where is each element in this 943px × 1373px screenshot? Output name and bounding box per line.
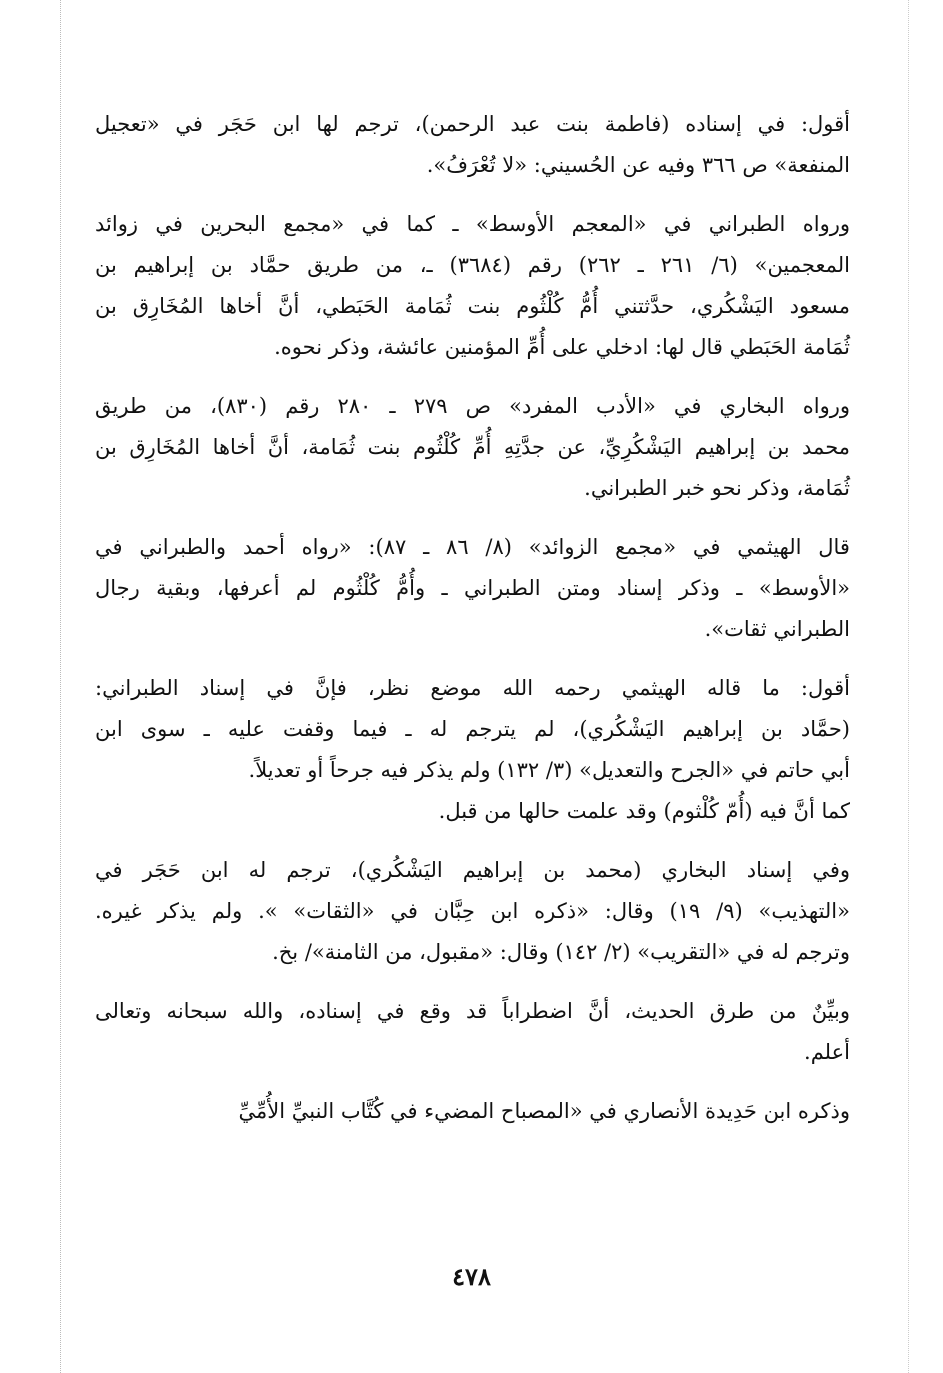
text-line: أقول: ما قاله الهيثمي رحمه الله موضع نظر، فإنَّ في إسناد الطبراني: <box>95 676 850 700</box>
text-line: وذكره ابن حَدِيدة الأنصاري في «المصباح المضيء في كُتَّاب النبيِّ الأُمِّيِّ <box>238 1099 850 1123</box>
paragraph-2 <box>95 204 850 368</box>
paragraph-5 <box>95 668 850 791</box>
text-line: ورواه الطبراني في «المعجم الأوسط» ـ كما في «مجمع البحرين في زوائد <box>95 212 850 236</box>
text-line: أعلم. <box>804 1040 850 1064</box>
paragraph-1 <box>95 104 850 186</box>
text-line: وفي إسناد البخاري (محمد بن إبراهيم اليَشْكُري)، ترجم له ابن حَجَر في <box>95 858 850 882</box>
text-line: وبيِّنٌ من طرق الحديث، أنَّ اضطراباً قد وقع في إسناده، والله سبحانه وتعالى <box>95 999 850 1023</box>
text-line: أبي حاتم في «الجرح والتعديل» (٣/ ١٣٢) ولم يذكر فيه جرحاً أو تعديلاً. <box>248 758 850 782</box>
text-line: (حمَّاد بن إبراهيم اليَشْكُري)، لم يترجم له ـ فيما وقفت عليه ـ سوى ابن <box>95 717 850 741</box>
text-body <box>95 104 850 1150</box>
text-line: الطبراني ثقات». <box>704 617 850 641</box>
paragraph-8 <box>95 991 850 1073</box>
text-line: ثُمَامة الحَبَطي قال لها: ادخلي على أُمِّ المؤمنين عائشة، وذكر نحوه. <box>274 335 850 359</box>
text-line: محمد بن إبراهيم اليَشْكُرِيِّ، عن جدَّتِهِ أُمِّ كُلْثُوم بنت ثُمَامة، أنَّ أخاها المُخَارِق بن <box>95 435 850 459</box>
paragraph-4 <box>95 527 850 650</box>
text-line: «التهذيب» (٩/ ١٩) وقال: «ذكره ابن حِبَّان في «الثقات» ». ولم يذكر غيره. <box>95 899 850 923</box>
text-line: قال الهيثمي في «مجمع الزوائد» (٨/ ٨٦ ـ ٨٧): «رواه أحمد والطبراني في <box>95 535 850 559</box>
text-line: المعجمين» (٦/ ٢٦١ ـ ٢٦٢) رقم (٣٦٨٤) ـ، من طريق حمَّاد بن إبراهيم بن <box>95 253 850 277</box>
text-line: المنفعة» ص ٣٦٦ وفيه عن الحُسيني: «لا تُعْرَفُ». <box>426 153 850 177</box>
left-margin-guide <box>60 0 62 1373</box>
paragraph-6 <box>95 791 850 832</box>
text-line: وترجم له في «التقريب» (٢/ ١٤٢) وقال: «مقبول، من الثامنة»/ بخ. <box>272 940 850 964</box>
text-line: كما أنَّ فيه (أُمّ كُلْثوم) وقد علمت حالها من قبل. <box>438 799 850 823</box>
paragraph-9 <box>95 1091 850 1132</box>
page-number: ٤٧٨ <box>452 1262 491 1291</box>
text-line: مسعود اليَشْكُري، حدَّثتني أُمُّ كُلْثُوم بنت ثُمَامة الحَبَطي، أنَّ أخاها المُخَارِق بن <box>95 294 850 318</box>
right-margin-guide <box>908 0 910 1373</box>
text-line: ورواه البخاري في «الأدب المفرد» ص ٢٧٩ ـ ٢٨٠ رقم (٨٣٠)، من طريق <box>95 394 850 418</box>
text-line: «الأوسط» ـ وذكر إسناد ومتن الطبراني ـ وأُمُّ كُلْثُوم لم أعرفها، وبقية رجال <box>95 576 850 600</box>
text-line: ثُمَامة، وذكر نحو خبر الطبراني. <box>584 476 850 500</box>
paragraph-3 <box>95 386 850 509</box>
paragraph-7 <box>95 850 850 973</box>
text-line: أقول: في إسناده (فاطمة بنت عبد الرحمن)، ترجم لها ابن حَجَر في «تعجيل <box>95 112 850 136</box>
